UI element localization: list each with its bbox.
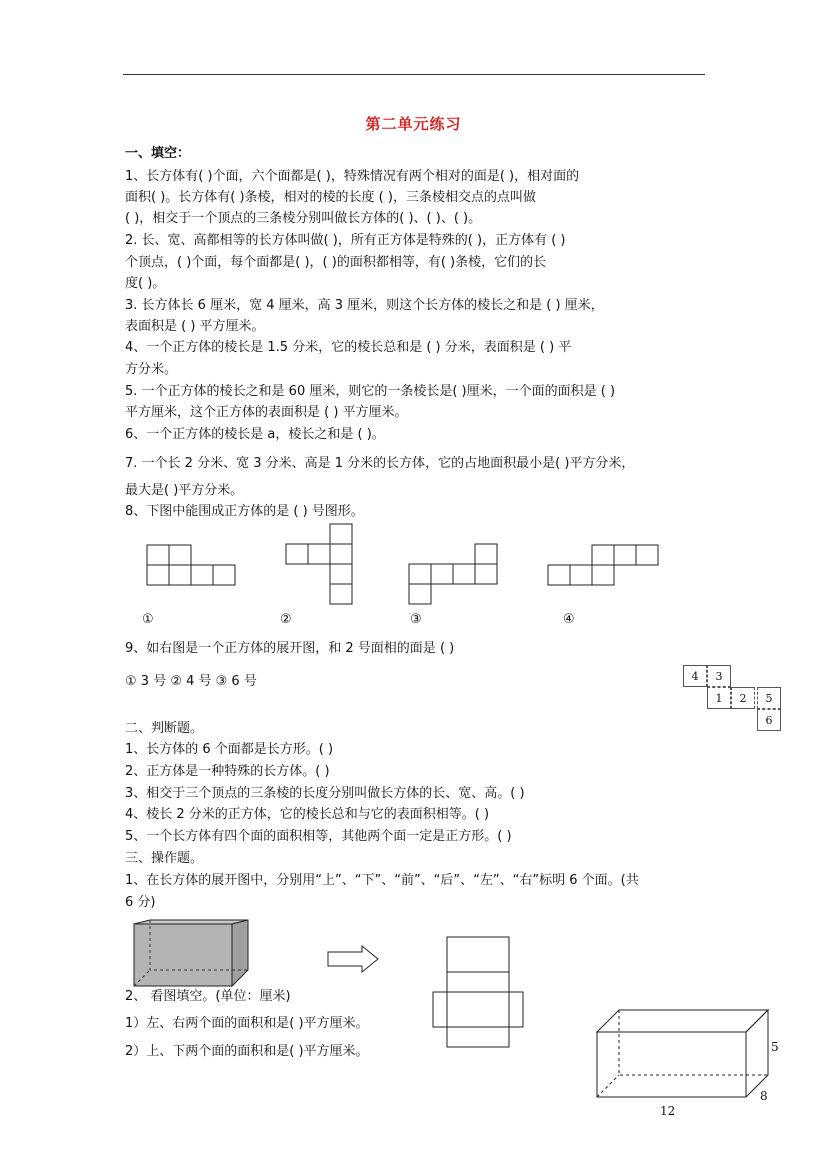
section-3-heading: 三、操作题。 (125, 851, 204, 866)
judge-1: 1、长方体的 6 个面都是长方形。( ) (125, 742, 334, 757)
q6-line: 6、一个正方体的棱长是 a，棱长之和是 ( )。 (125, 427, 385, 442)
q8-line: 8、下图中能围成正方体的是 ( ) 号图形。 (125, 504, 364, 519)
q1-line-2: 面积( )。长方体有( )条棱，相对的棱的长度 ( )，三条棱相交点的点叫做 (125, 190, 536, 205)
q2-line-3: 度( )。 (125, 276, 166, 291)
net-label-2: ② (280, 612, 292, 627)
net-cell-5: 5 (757, 687, 781, 709)
page-title: 第二单元练习 (365, 115, 462, 133)
q4-line-2: 方分米。 (125, 362, 178, 377)
section-1-heading: 一、填空： (125, 146, 191, 161)
net-label-3: ③ (410, 612, 422, 627)
net-label-4: ④ (563, 612, 575, 627)
shaded-cuboid (134, 920, 248, 986)
blank-cuboid-net (433, 937, 523, 1047)
q5-line-2: 平方厘米，这个正方体的表面积是 ( ) 平方厘米。 (125, 405, 408, 420)
net-cell-1: 1 (707, 687, 731, 709)
dim-height-label: 5 (771, 1040, 779, 1054)
dimensioned-cuboid (597, 1010, 768, 1097)
q3-line-1: 3. 长方体长 6 厘米，宽 4 厘米，高 3 厘米，则这个长方体的棱长之和是 ( ) 厘米， (125, 298, 604, 313)
net-cell-3: 3 (707, 665, 731, 687)
net-cell-2: 2 (731, 687, 755, 709)
q4-line-1: 4、一个正方体的棱长是 1.5 分米，它的棱长总和是 ( ) 分米，表面积是 ( ) 平 (125, 340, 572, 355)
q2-line-1: 2. 长、宽、高都相等的长方体叫做( )，所有正方体是特殊的( )，正方体有 ( ) (125, 233, 566, 248)
net-cell-4: 4 (683, 665, 707, 687)
q7-line-1: 7. 一个长 2 分米、宽 3 分米、高是 1 分米的长方体，它的占地面积最小是( )平方分米， (125, 456, 635, 471)
judge-3: 3、相交于三个顶点的三条棱的长度分别叫做长方体的长、宽、高。( ) (125, 786, 525, 801)
q9-line: 9、如右图是一个正方体的展开图，和 2 号面相的面是 ( ) (125, 641, 455, 656)
q2-line-2: 个顶点，( )个面，每个面都是( )，( )的面积都相等，有( )条棱，它们的长 (125, 255, 547, 270)
op2-line-2: 2）上、下两个面的面积和是( )平方厘米。 (125, 1044, 369, 1059)
q3-line-2: 表面积是 ( ) 平方厘米。 (125, 319, 265, 334)
q9-options: ① 3 号 ② 4 号 ③ 6 号 (125, 674, 257, 689)
q1-line-3: ( )，相交于一个顶点的三条棱分别叫做长方体的( )、( )、( )。 (125, 211, 482, 226)
judge-2: 2、正方体是一种特殊的长方体。( ) (125, 764, 330, 779)
op1-line-1: 1、在长方体的展开图中，分别用“上”、“下”、“前”、“后”、“左”、“右”标明 6 个面。(共 (125, 873, 639, 888)
dim-width-label: 8 (760, 1089, 768, 1103)
op2-line-1: 1）左、右两个面的面积和是( )平方厘米。 (125, 1016, 369, 1031)
section-2-heading: 二、判断题。 (125, 721, 204, 736)
q1-line-1: 1、长方体有( )个面，六个面都是( )，特殊情况有两个相对的面是( )，相对面的 (125, 169, 580, 184)
net-cell-6: 6 (757, 709, 781, 731)
right-arrow-icon (328, 946, 378, 972)
op1-line-2: 6 分) (125, 895, 156, 910)
judge-5: 5、一个长方体有四个面的面积相等，其他两个面一定是正方形。( ) (125, 829, 512, 844)
op2-heading: 2、 看图填空。(单位：厘米) (125, 989, 291, 1004)
net-label-1: ① (142, 612, 154, 627)
dim-length-label: 12 (660, 1104, 676, 1118)
q5-line-1: 5. 一个正方体的棱长之和是 60 厘米，则它的一条棱长是( )厘米，一个面的面积是 ( ) (125, 384, 616, 399)
judge-4: 4、棱长 2 分米的正方体，它的棱长总和与它的表面积相等。( ) (125, 807, 490, 822)
q7-line-2: 最大是( )平方分米。 (125, 483, 244, 498)
